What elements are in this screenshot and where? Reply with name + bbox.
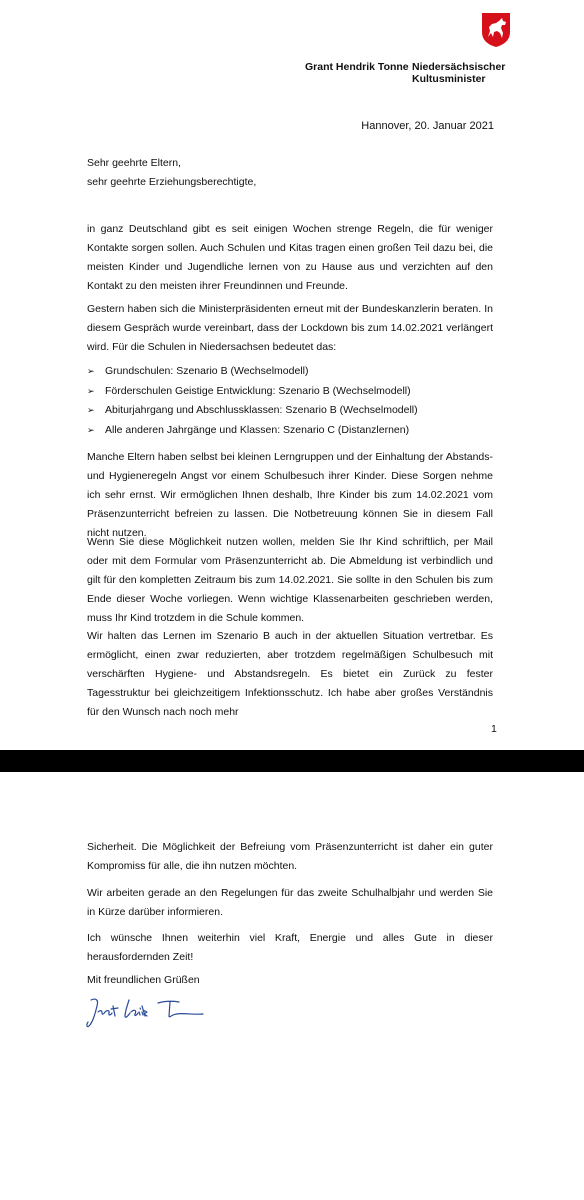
arrow-bullet-icon: ➢ [87,385,95,396]
page-number: 1 [491,723,497,735]
arrow-bullet-icon: ➢ [87,405,95,415]
body-paragraph: Ich wünsche Ihnen weiterhin viel Kraft, Energie und alles Gute in dieser herausfordernden Zeit! [87,932,493,963]
salutation-line-1: Sehr geehrte Eltern, [87,157,181,169]
list-item: ➢ Förderschulen Geistige Entwicklung: Szenario B (Wechselmodell) [87,382,418,402]
arrow-bullet-icon: ➢ [87,424,95,435]
letter-page-2 [0,772,584,1200]
arrow-bullet-icon: ➢ [87,366,95,376]
body-paragraph: Sicherheit. Die Möglichkeit der Befreiung vom Präsenzunterricht ist daher ein guter Kompromiss für alle, die ihn nutzen möchten. [87,841,493,872]
list-item: ➢ Alle anderen Jahrgänge und Klassen: Szenario C (Distanzlernen) [87,421,418,441]
date-line: Hannover, 20. Januar 2021 [361,120,494,132]
closing-line: Mit freundlichen Grüßen [87,974,200,986]
sender-name: Grant Hendrik Tonne [305,61,409,73]
body-paragraph: in ganz Deutschland gibt es seit einigen Wochen strenge Regeln, die für weniger Kontakte sorgen sollen. Auch Schulen und Kitas tragen einen großen Teil dazu bei, die meisten Kinder und Jugendliche lernen von zu Hause aus und verzichten auf den Kontakt zu den meisten ihrer Freundinnen und Freunde. [87,223,493,292]
lower-saxony-horse-crest-icon [481,12,511,48]
salutation-line-2: sehr geehrte Erziehungsberechtigte, [87,176,257,188]
body-paragraph: Wenn Sie diese Möglichkeit nutzen wollen, melden Sie Ihr Kind schriftlich, per Mail oder mit dem Formular vom Präsenzunterricht ab. Die Abmeldung ist verbindlich und gilt für den kompletten Zeitraum bis zum 14.02.2021. Sie sollte in den Schulen bis zum Ende dieser Woche vorliegen. Wenn wichtige Klassenarbeiten geschrieben werden, muss Ihr Kind trotzdem in die Schule kommen. [87,536,493,624]
sender-role: Niedersächsischer Kultusminister [412,61,506,85]
body-paragraph: Manche Eltern haben selbst bei kleinen Lerngruppen und der Einhaltung der Abstands- und Hygieneregeln Angst vor einem Schulbesuch ihrer Kinder. Diese Sorgen nehme ich sehr ernst. Wir ermöglichen Ihnen deshalb, Ihre Kinder bis zum 14.02.2021 vom Präsenzunterricht befreien zu lassen. Die Notbetreuung können Sie in diesem Fall nicht nutzen. [87,451,493,539]
salutation [87,154,256,192]
list-item: ➢ Abiturjahrgang und Abschlussklassen: Szenario B (Wechselmodell) [87,401,418,421]
handwritten-signature-icon [85,994,210,1032]
scenario-list [87,362,418,440]
body-paragraph: Gestern haben sich die Ministerpräsidenten erneut mit der Bundeskanzlerin beraten. In diesem Gespräch wurde vereinbart, dass der Lockdown bis zum 14.02.2021 verlängert wird. Für die Schulen in Niedersachsen bedeutet das: [87,303,493,353]
body-paragraph: Wir halten das Lernen im Szenario B auch in der aktuellen Situation vertretbar. Es ermöglicht, einen zwar reduzierten, aber trotzdem regelmäßigen Schulbesuch mit verschärften Hygiene- und Abstandsregeln. Es bietet ein Zurück zu fester Tagesstruktur bei gleichzeitigem Infektionsschutz. Ich habe aber großes Verständnis für den Wunsch nach noch mehr [87,630,493,718]
body-paragraph: Wir arbeiten gerade an den Regelungen für das zweite Schulhalbjahr und werden Sie in Kürze darüber informieren. [87,887,493,918]
list-item: ➢ Grundschulen: Szenario B (Wechselmodell) [87,362,418,382]
